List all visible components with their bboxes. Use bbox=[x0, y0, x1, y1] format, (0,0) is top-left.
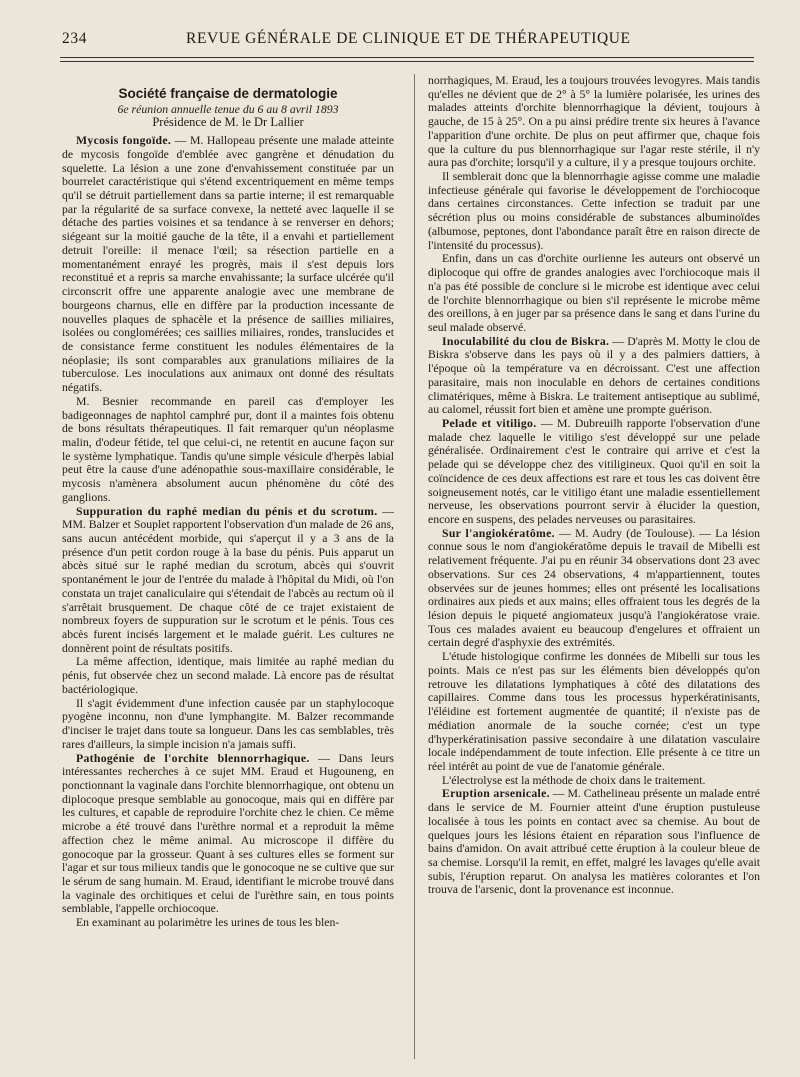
paragraph-heading: Pathogénie de l'orchite blennorrhagique. bbox=[76, 751, 310, 765]
journal-title: REVUE GÉNÉRALE DE CLINIQUE ET DE THÉRAPEUTIQUE bbox=[186, 30, 631, 47]
paragraph-text: Enfin, dans un cas d'orchite ourlienne les auteurs ont observé un diplocoque qui offre de grandes analogies avec l'orchiocoque mais il n'a pas été possible de conclure si le microbe est identique avec celui de l'orchite blennorrhagique ou bien s'il représente le microbe même des oreillons, à en juger par sa présence dans le sang et dans l'urine du seul malade observé. bbox=[428, 252, 760, 334]
paragraph bbox=[62, 395, 394, 505]
paragraph-text: norrhagiques, M. Eraud, les a toujours trouvées levogyres. Mais tandis qu'elles ne dévient que de 2° à 5° la lumière polarisée, les urines des malades atteints d'orchite blennorrhagique la dévient, toujours à gauche, de 15 à 25°. On a pu ainsi prédire trente six heures à l'avance l'apparition d'une orchite. De plus on peut affirmer que, chaque fois que la culture du pus blennorrhagique sur l'agar reste stérile, il n'y aura pas d'orchite; lorsqu'il y a culture, il y a presque toujours orchite. bbox=[428, 74, 760, 170]
paragraph bbox=[428, 170, 760, 252]
column-divider bbox=[414, 74, 415, 1059]
paragraph-heading: Suppuration du raphé median du pénis et du scrotum. bbox=[76, 504, 378, 518]
paragraph bbox=[62, 916, 394, 930]
paragraph-text: — Dans leurs intéressantes recherches à ce sujet MM. Eraud et Hugouneng, en ponctionnant la vaginale dans l'orchite blennorrhagique, ont obtenu un diplocoque presque semblable au gonocoque, mais qui en diffère par les cultures, et capable de reproduire l'orchite chez le chien. Ce même microbe a été trouvé dans l'urèthre normal et a reproduit la même affection chez le même animal. Au microscope il diffère du gonocoque par la grosseur. Quant à ses cultures elles se forment sur l'agar et sur tous milieux tandis que le gonocoque ne se cultive que sur le sérum de sang humain. M. Eraud, identifiant le microbe trouvé dans la vaginale des orchitiques et celui de l'urèthre sain, en tous points semblable, l'appelle orchiocoque. bbox=[62, 751, 394, 916]
paragraph bbox=[62, 505, 394, 656]
right-paragraphs bbox=[428, 74, 760, 897]
paragraph-text: M. Besnier recommande en pareil cas d'employer les badigeonnages de naphtol camphré pur, dont il a maintes fois obtenu de bons résultats thérapeutiques. Il fait remarquer qu'un néoplasme malin, d'odeur fétide, tel que celui-ci, ne retentit en aucune façon sur le système lymphatique. Tandis qu'une simple vésicule d'herpès labial peut être la cause d'une adénopathie sous-maxillaire considérable, le mycosis n'amènera absolument aucun phénomène du côté des ganglions. bbox=[62, 394, 394, 504]
section-title: Société française de dermatologie bbox=[118, 86, 338, 101]
paragraph bbox=[428, 527, 760, 650]
paragraph-text: — M. Dubreuilh rapporte l'observation d'une malade chez laquelle le vitiligo s'est développé sur une pelade généralisée. Ordinairement c'est le contraire qui arrive et c'est la pelade qui se développe chez des vitiligineux. Quoi qu'il en soit la coïncidence de ces deux affections est rare et tous les cas doivent être soigneusement notés, car le vitiligo étant une maladie essentiellement nerveuse, les observations pourront servir à élucider la question, encore en suspens, des pelades nerveuses ou parasitaires. bbox=[428, 416, 760, 526]
section-subtitle: 6e réunion annuelle tenue du 6 au 8 avril 1893 bbox=[117, 102, 339, 116]
paragraph-text: — M. Hallopeau présente une malade atteinte de mycosis fongoïde d'emblée avec gangrène et dénudation du squelette. La lésion a une zone d'envahissement constituée par un bourrelet caractéristique qui s'étend excentriquement en même temps qu'il se détruit partiellement dans sa partie interne; il est remarquable par la régularité de sa surface convexe, la netteté avec laquelle il se détache des parties voisines et sa tendance à se renverser en dehors; siégeant sur la moitié gauche de la tête, il a envahi et partiellement detruit l'oreille: il menace l'œil; sa résection partielle en a momentanément enrayé les progrès, mais il s'est depuis lors reconstitué et a repris sa marche envahissante; la surface ulcérée qu'il circonscrit offre une apparente analogie avec une membrane de bourgeons charnus, elle en diffère par la production incessante de nouvelles plaques de sphacèle et la présence de saillies miliaires, isolées ou conglomérées; ces saillies miliaires, rondes, translucides et de consistance ferme constituent les nodules élémentaires de la néoplasie; ils sont comparables aux granulations miliaires de la tuberculose. Les inoculations aux animaux ont donné des résultats négatifs. bbox=[62, 134, 394, 395]
paragraph bbox=[62, 697, 394, 752]
paragraph-heading: Inoculabilité du clou de Biskra. bbox=[442, 334, 610, 348]
paragraph bbox=[428, 787, 760, 897]
header-rule-2 bbox=[60, 61, 754, 62]
paragraph bbox=[62, 134, 394, 395]
paragraph-heading: Sur l'angiokératôme. bbox=[442, 526, 555, 540]
paragraph-heading: Mycosis fongoïde. bbox=[76, 134, 172, 148]
paragraph-text: — MM. Balzer et Souplet rapportent l'observation d'un malade de 26 ans, sans aucun antécédent morbide, qui s'aperçut il y a 3 ans de la présence d'un petit cordon rouge à la base du pénis. Puis apparut un abcès situé sur le raphé median du scrotum, abcès qui s'ouvrit spontanément le jour de l'entrée du malade à l'hôpital du Midi, où l'on constata un trajet canaliculaire qui s'étendait de l'abcès au rectum où il s'arrêtait brusquement. De chaque côté de ce trajet existaient de nombreux foyers de suppuration sur le scrotum et le pénis. Tous ces abcès furent incisés largement et le malade guérit. Les cultures ne donnèrent point de résultats positifs. bbox=[62, 504, 394, 655]
page-number: 234 bbox=[62, 30, 88, 47]
paragraph-text: L'étude histologique confirme les données de Mibelli sur tous les points. Mais ce n'est pas sur les éléments bien développés qu'on retrouve les dilatations lymphatiques à côté des dilatations des capillaires. Comme dans tous les processus hyperkératinisants, l'éléidine est fortement augmentée de quantité; il n'existe pas de médiation anormale de la souche cornée; c'est un type d'hyperkératinisation passive secondaire à une dilatation vasculaire locale indépendamment de toute infection. Elle présente à ce titre un réel intérêt au point de vue de l'anatomie générale. bbox=[428, 650, 760, 773]
paragraph-text: Il semblerait donc que la blennorrhagie agisse comme une maladie infectieuse générale qui favorise le développement de l'orchiocoque dans certaines circonstances. Cette infection se traduit par une sécrétion plus ou moins considérable de substances albuminoïdes (albumose, peptones, dont l'abondance paraît être en raison directe de l'intensité du processus). bbox=[428, 170, 760, 252]
section-presidency: Présidence de M. le Dr Lallier bbox=[152, 115, 304, 130]
paragraph bbox=[428, 252, 760, 334]
paragraph bbox=[428, 774, 760, 788]
paragraph bbox=[428, 335, 760, 417]
paragraph-text: Il s'agit évidemment d'une infection causée par un staphylocoque pyogène inconnu, non d'une lymphangite. M. Balzer recommande d'inciser le trajet dans toute sa longueur. Dans les cas semblables, très rares d'ailleurs, la simple incision n'a jamais suffi. bbox=[62, 696, 394, 751]
header-rule bbox=[60, 57, 754, 58]
paragraph-heading: Eruption arsenicale. bbox=[442, 787, 550, 801]
left-column bbox=[62, 80, 394, 930]
right-column bbox=[428, 74, 760, 897]
paragraph-text: L'électrolyse est la méthode de choix dans le traitement. bbox=[442, 773, 706, 787]
paragraph bbox=[62, 752, 394, 917]
paragraph-text: — M. Cathelineau présente un malade entré dans le service de M. Fournier atteint d'une éruption pustuleuse localisée à tous les points en contact avec sa chemise. Au bout de quelques jours les lésions étaient en réparation sous l'influence de bains d'amidon. On avait attribué cette éruption à la couleur bleue de sa chemise. Lorsqu'il la remit, en effet, malgré les lavages qu'elle avait subis, l'éruption reparut. On analysa les matières colorantes et l'on trouva de l'arsenic, dont la provenance est inconnue. bbox=[428, 787, 760, 897]
paragraph bbox=[428, 74, 760, 170]
paragraph-text: — M. Audry (de Toulouse). — La lésion connue sous le nom d'angiokératôme depuis le travail de Mibelli est relativement fréquente. J'ai pu en réunir 34 observations dont 23 avec observations. Sur ces 24 observations, 4 m'appartiennent, toutes observées sur de jeunes hommes; elles ont présenté les localisations ordinaires aux pieds et aux mains; elles offraient tous les degrés de la lésion depuis le piqueté angiomateux jusqu'à l'angiokératose vraie. Tous ces malades avaient eu beaucoup d'engelures et offraient un certain degré d'asphyxie des extrémités. bbox=[428, 526, 760, 650]
running-header bbox=[62, 30, 752, 54]
paragraph bbox=[428, 650, 760, 773]
paragraph-text: La même affection, identique, mais limitée au raphé median du pénis, fut observée chez un second malade. Là encore pas de résultat bactériologique. bbox=[62, 655, 394, 696]
paragraph bbox=[62, 655, 394, 696]
paragraph bbox=[428, 417, 760, 527]
left-paragraphs bbox=[62, 134, 394, 930]
paragraph-text: En examinant au polarimètre les urines de tous les blen- bbox=[76, 916, 340, 930]
paragraph-text: — D'après M. Motty le clou de Biskra s'observe dans les pays où il y a des palmiers dattiers, à l'époque où la température va en décroissant. C'est une affection parasitaire, mais non inoculable en dehors de certaines conditions climatériques, même à Biskra. Le traitement antiseptique au sublimé, au calomel, réussit fort bien et amène une prompte guérison. bbox=[428, 334, 760, 417]
paragraph-heading: Pelade et vitiligo. bbox=[442, 416, 537, 430]
